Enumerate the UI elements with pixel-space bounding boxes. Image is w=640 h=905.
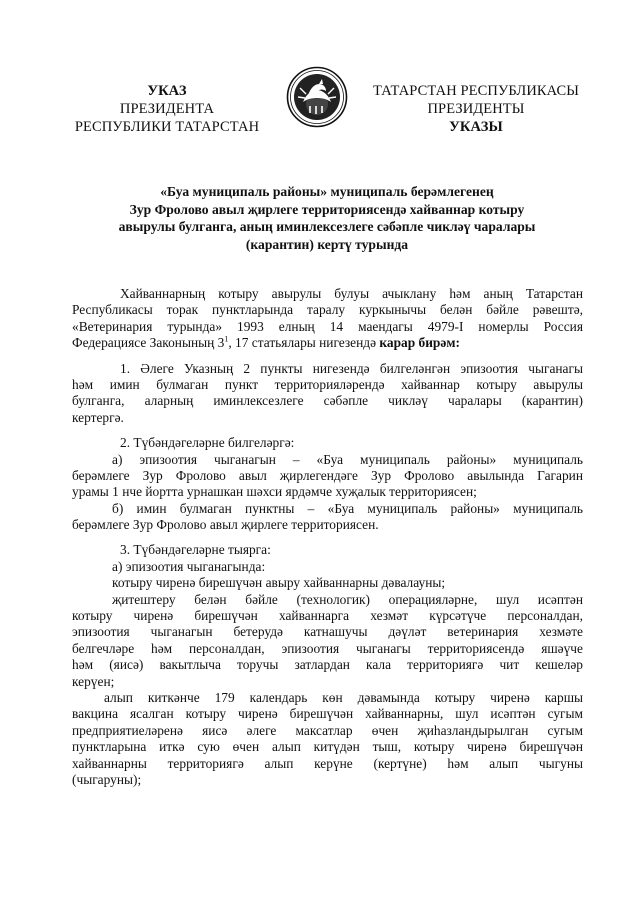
item2b-line: берәмлеге Зур Фролово авыл җирлеге территориясен. bbox=[72, 517, 379, 533]
item3a-line: җитештеру белән бәйле (технологик) операцияләрне, шул исәптән bbox=[112, 591, 583, 607]
item3a-line: предприятиеләренә яисә әлеге максатлар өчен җиһазландырылган сугым bbox=[72, 722, 583, 738]
item3a-line: вакцина ясалган котыру чиренә бирешүчән хайваннарны, шул исәптән сугым bbox=[72, 706, 583, 722]
item1-line: булганга, аларның иминлексезлеге сәбәпле чикләү чаралары (карантин) bbox=[72, 393, 583, 409]
header-right-line-2: ПРЕЗИДЕНТЫ bbox=[427, 101, 525, 117]
item1-line: һәм имин булмаган пункт территорияләрендә хайваннар котыру авырулы bbox=[72, 376, 583, 392]
preamble-line: Хайваннарның котыру авырулы булуы ачыклану һәм аның Татарстан bbox=[120, 286, 583, 301]
header-left-line-1: УКАЗ bbox=[147, 83, 187, 99]
item3a-line: котыру чиренә бирешүчән авыру хайваннарны дәвалауны; bbox=[112, 575, 446, 591]
item3a-line: котыру чиренә бирешүчән хайваннарга хезмәт күрсәтүче персоналдан, bbox=[72, 608, 583, 624]
title-line: авырулы булганга, аның иминлексезлеге сәбәпле чикләү чаралары bbox=[118, 219, 536, 234]
item2b-line: б) имин булмаган пунктны – «Буа муниципаль районы» муниципаль bbox=[112, 500, 583, 516]
superscript: 1 bbox=[224, 334, 229, 344]
item3a-line: хайваннарны территориягә алып керүне (кертүне) һәм алып чыгуны bbox=[72, 755, 583, 771]
item3a-heading: а) эпизоотия чыганагында: bbox=[112, 558, 266, 574]
preamble-line: Республикасы торак пунктларында таралу куркынычы белән бәйле рәвештә, bbox=[72, 302, 583, 318]
item3a-line: алып киткәнче 179 календарь көн дәвамында котыру чиренә каршы bbox=[104, 689, 583, 705]
title-line: (карантин) кертү турында bbox=[245, 236, 409, 252]
item2a-line: а) эпизоотия чыганагын – «Буа муниципаль районы» муниципаль bbox=[112, 451, 583, 467]
decision-phrase: карар бирәм: bbox=[379, 335, 460, 351]
item3a-line: керүен; bbox=[72, 673, 115, 689]
preamble-line: Федерациясе Законының $3^1$, 17 статьялары нигезендә карар бирәм: bbox=[72, 334, 460, 351]
item3a-line: (чыгаруны); bbox=[72, 771, 142, 787]
preamble-line: «Ветеринария турында» 1993 елның 14 маендагы 4979-I номерлы Россия bbox=[72, 318, 583, 334]
header-left-line-2: ПРЕЗИДЕНТА bbox=[119, 101, 215, 117]
header-right-line-1: ТАТАРСТАН РЕСПУБЛИКАСЫ bbox=[372, 83, 580, 99]
item1-line: 1. Әлеге Указның 2 пункты нигезендә билгеләнгән эпизоотия чыганагы bbox=[120, 360, 583, 376]
item3a-line: һәм (яисә) вакытлыча торучы затлардан кала территориягә чит кешеләр bbox=[72, 657, 583, 673]
item2a-line: урамы 1 нче йортта урнашкан шәхси ярдәмче хуҗалык территориясен; bbox=[72, 484, 477, 500]
item3a-line: белгечләре һәм персоналдан, эпизоотия чыганагы территориясендә яшәүче bbox=[72, 640, 583, 656]
item3-heading: 3. Түбәндәгеләрне тыярга: bbox=[120, 542, 271, 558]
document-title bbox=[60, 183, 594, 253]
document-header bbox=[0, 0, 640, 150]
title-line: Зур Фролово авыл җирлеге территориясендә хайваннар котыру bbox=[129, 201, 525, 217]
document-body bbox=[72, 286, 583, 788]
header-left-block bbox=[62, 82, 272, 136]
item1-line: кертергә. bbox=[72, 409, 124, 425]
header-left-line-3: РЕСПУБЛИКИ ТАТАРСТАН bbox=[74, 119, 260, 135]
title-line: «Буа муниципаль районы» муниципаль берәмлегенең bbox=[160, 184, 494, 199]
item2a-line: берәмлеге Зур Фролово авыл җирлегендәге Зур Фролово авылында Гагарин bbox=[72, 467, 583, 483]
coat-of-arms-emblem-icon bbox=[286, 66, 348, 128]
header-right-block bbox=[360, 82, 592, 136]
header-right-line-3: УКАЗЫ bbox=[449, 119, 503, 135]
item2-heading: 2. Түбәндәгеләрне билгеләргә: bbox=[120, 435, 295, 451]
item3a-line: эпизоотия чыганагын бетерудә катнашучы дәүләт ветеринария хезмәте bbox=[72, 624, 583, 640]
item3a-line: пунктларына иткә сую өчен алып китүдән тыш, котыру чиренә бирешүчән bbox=[72, 739, 583, 755]
